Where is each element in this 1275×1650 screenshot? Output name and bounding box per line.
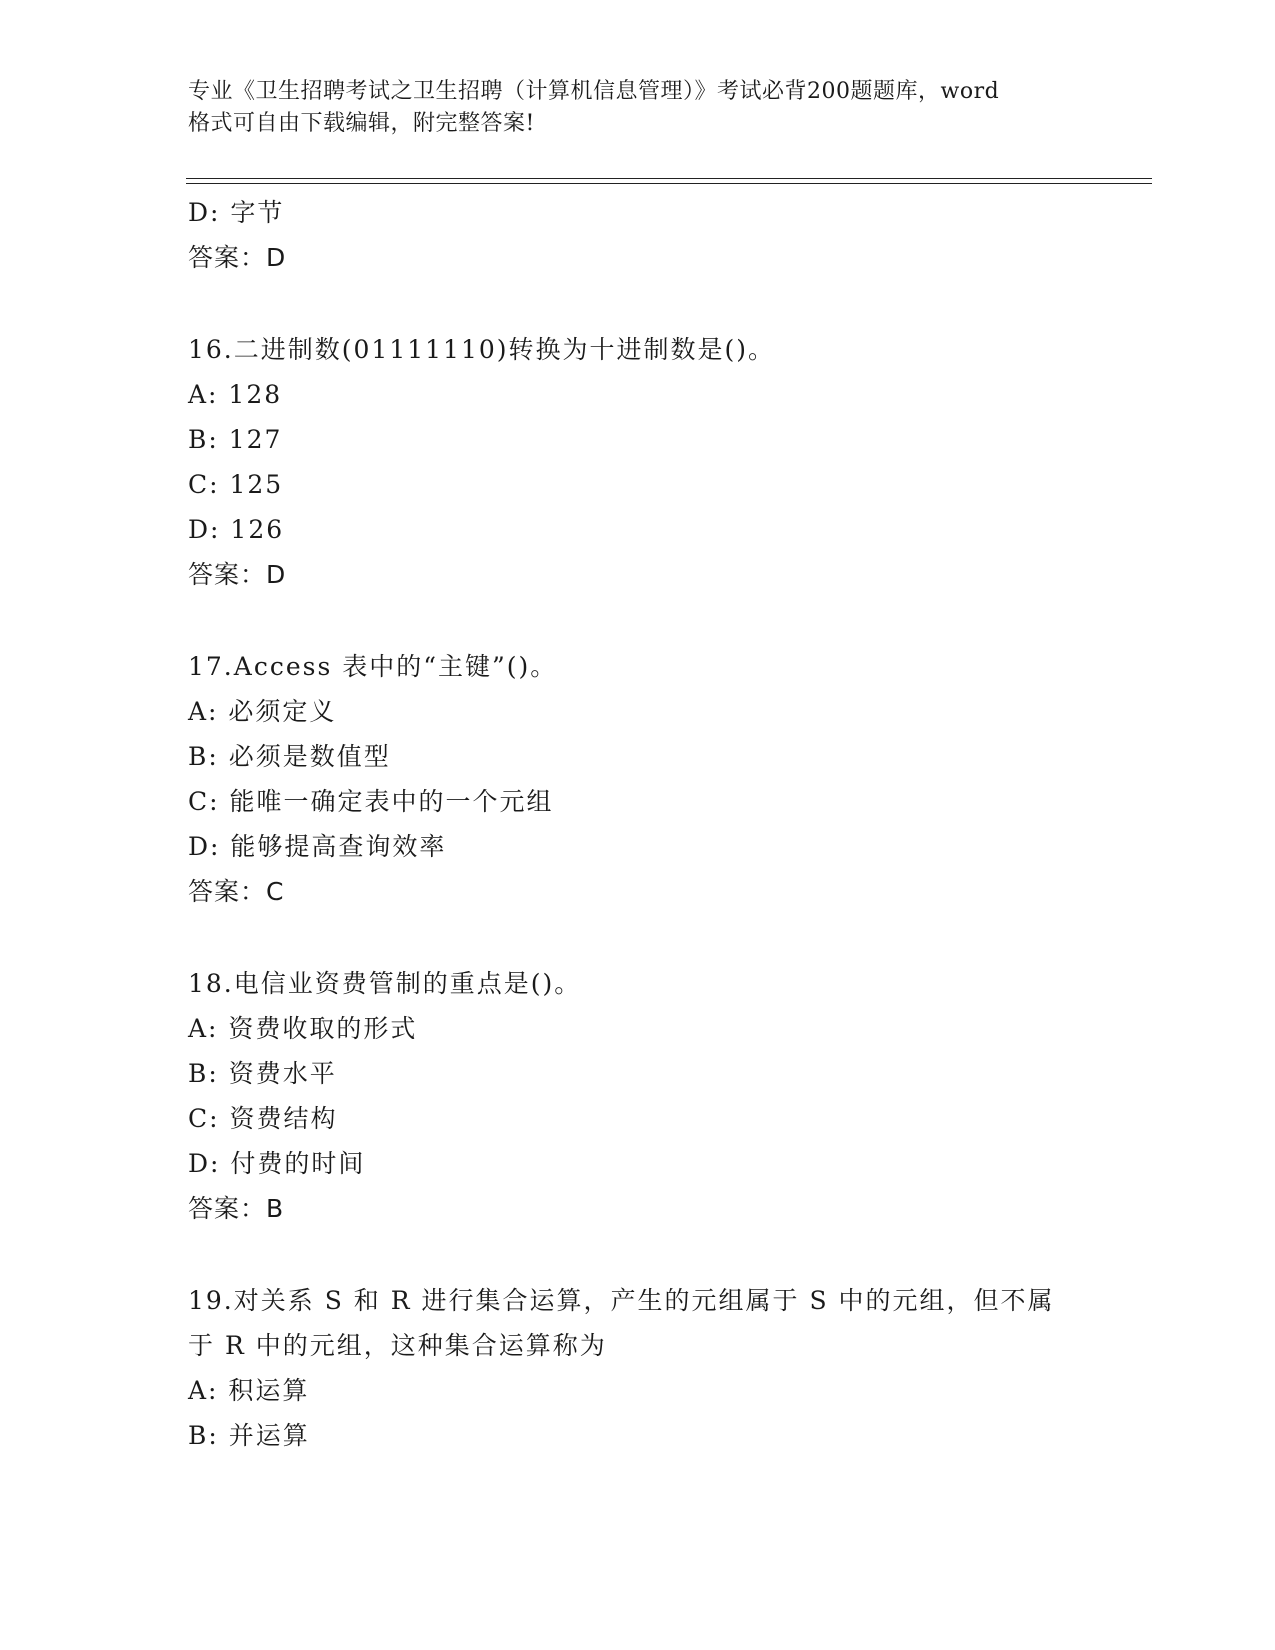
option-b: B: 必须是数值型 bbox=[188, 742, 391, 771]
answer-line: 答案：C bbox=[188, 877, 285, 906]
answer-line: 答案：B bbox=[188, 1194, 285, 1223]
option-d: D: 付费的时间 bbox=[188, 1149, 366, 1178]
answer-line: 答案：D bbox=[188, 243, 287, 272]
option-d: D: 字节 bbox=[188, 198, 285, 227]
answer-line: 答案：D bbox=[188, 560, 287, 589]
option-a: A: 积运算 bbox=[188, 1376, 310, 1405]
header-line-1: 专业《卫生招聘考试之卫生招聘（计算机信息管理）》考试必背200题题库，word bbox=[188, 79, 1000, 104]
header-line-2: 格式可自由下载编辑，附完整答案! bbox=[188, 111, 535, 136]
question-list bbox=[188, 190, 1148, 1458]
option-a: A: 资费收取的形式 bbox=[188, 1014, 418, 1043]
option-a: A: 128 bbox=[188, 380, 283, 409]
header-rule-top bbox=[186, 178, 1152, 179]
option-c: C: 能唯一确定表中的一个元组 bbox=[188, 787, 554, 816]
header-rule-bottom bbox=[186, 183, 1152, 184]
option-d: D: 126 bbox=[188, 515, 285, 544]
question-stem-line-1: 19.对关系 S 和 R 进行集合运算，产生的元组属于 S 中的元组，但不属 bbox=[188, 1286, 1055, 1315]
option-b: B: 资费水平 bbox=[188, 1059, 337, 1088]
question-stem: 16.二进制数(01111110)转换为十进制数是()。 bbox=[188, 335, 776, 364]
question-stem: 18.电信业资费管制的重点是()。 bbox=[188, 969, 582, 998]
option-c: C: 资费结构 bbox=[188, 1104, 338, 1133]
document-header bbox=[188, 76, 1088, 140]
option-b: B: 127 bbox=[188, 425, 283, 454]
option-d: D: 能够提高查询效率 bbox=[188, 832, 447, 861]
question-stem-line-2: 于 R 中的元组，这种集合运算称为 bbox=[188, 1331, 607, 1360]
question-stem: 17.Access 表中的“主键”()。 bbox=[188, 652, 558, 681]
option-c: C: 125 bbox=[188, 470, 284, 499]
option-b: B: 并运算 bbox=[188, 1421, 310, 1450]
option-a: A: 必须定义 bbox=[188, 697, 337, 726]
